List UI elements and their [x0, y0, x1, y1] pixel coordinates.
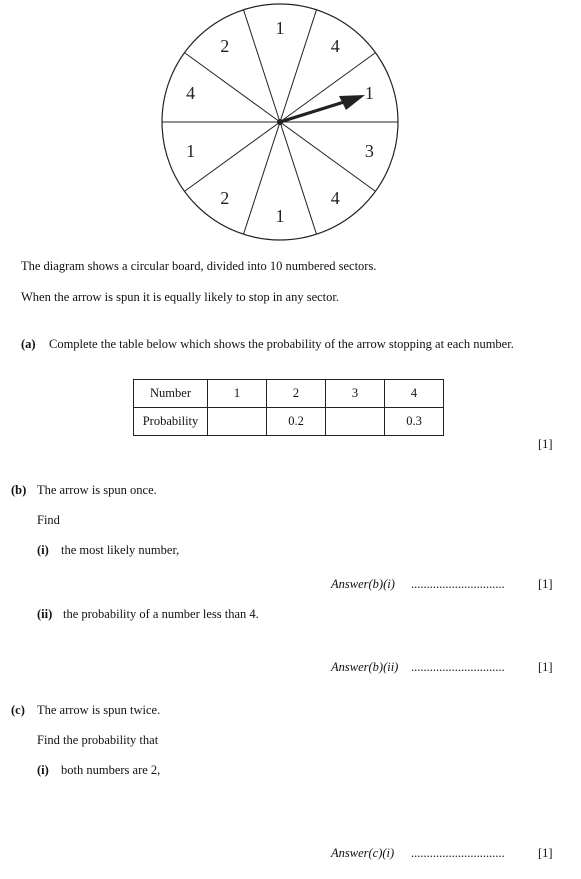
part-b-i-label: (i) — [37, 543, 49, 557]
sector-number: 4 — [186, 83, 196, 103]
spinner-arrow-head — [339, 95, 365, 110]
part-b-ii-text: the probability of a number less than 4. — [63, 607, 259, 621]
table-header-label: Number — [134, 380, 208, 408]
part-c-i-marks: [1] — [538, 846, 553, 860]
table-number-4: 4 — [385, 380, 444, 408]
part-c-find: Find the probability that — [37, 733, 159, 747]
table-number-3: 3 — [326, 380, 385, 408]
answer-b-ii-label: Answer(b)(ii) — [331, 660, 399, 674]
part-b-find: Find — [37, 513, 60, 527]
sector-number: 1 — [364, 83, 374, 103]
sector-number: 3 — [364, 141, 374, 161]
table-number-2: 2 — [267, 380, 326, 408]
spinner-pivot — [277, 119, 283, 125]
part-b-ii-label: (ii) — [37, 607, 53, 621]
answer-c-i-label: Answer(c)(i) — [331, 846, 395, 860]
sector-line-5 — [280, 122, 376, 191]
part-a-text: Complete the table below which shows the probability of the arrow stopping at each number. — [49, 337, 514, 351]
table-prob-1[interactable] — [208, 408, 267, 436]
part-c-i-text: both numbers are 2, — [61, 763, 161, 777]
probability-table — [133, 379, 444, 436]
sector-number: 2 — [220, 36, 230, 56]
sector-line-6 — [280, 122, 317, 234]
sector-line-3 — [280, 53, 376, 122]
part-b-ii-marks: [1] — [538, 660, 553, 674]
answer-b-ii-field[interactable]: .............................. — [411, 660, 505, 674]
part-a-marks: [1] — [538, 437, 553, 451]
intro-line-2: When the arrow is spun it is equally likely to stop in any sector. — [21, 290, 339, 304]
table-prob-4: 0.3 — [385, 408, 444, 436]
part-a-label: (a) — [21, 337, 36, 351]
part-c-i-label: (i) — [37, 763, 49, 777]
spinner-diagram — [0, 0, 581, 245]
answer-b-i-field[interactable]: .............................. — [411, 577, 505, 591]
part-b-text: The arrow is spun once. — [37, 483, 157, 497]
part-b-i-text: the most likely number, — [61, 543, 180, 557]
intro-line-1: The diagram shows a circular board, divided into 10 numbered sectors. — [21, 259, 377, 273]
spinner-arrow-shaft — [280, 102, 344, 122]
sector-line-2 — [280, 10, 317, 122]
table-prob-3[interactable] — [326, 408, 385, 436]
sector-number: 4 — [330, 36, 340, 56]
sector-number: 1 — [275, 206, 285, 226]
table-row-probability — [134, 408, 444, 436]
answer-b-i-label: Answer(b)(i) — [331, 577, 395, 591]
table-prob-2: 0.2 — [267, 408, 326, 436]
table-row-label: Probability — [134, 408, 208, 436]
sector-number: 4 — [330, 188, 340, 208]
sector-line-8 — [185, 122, 281, 191]
answer-c-i-field[interactable]: .............................. — [411, 846, 505, 860]
table-number-1: 1 — [208, 380, 267, 408]
table-row-number — [134, 380, 444, 408]
sector-number: 1 — [186, 141, 196, 161]
part-b-i-marks: [1] — [538, 577, 553, 591]
sector-number: 2 — [220, 188, 230, 208]
part-b-label: (b) — [11, 483, 27, 497]
part-c-text: The arrow is spun twice. — [37, 703, 161, 717]
part-c-label: (c) — [11, 703, 25, 717]
sector-line-10 — [185, 53, 281, 122]
sector-number: 1 — [275, 18, 285, 38]
